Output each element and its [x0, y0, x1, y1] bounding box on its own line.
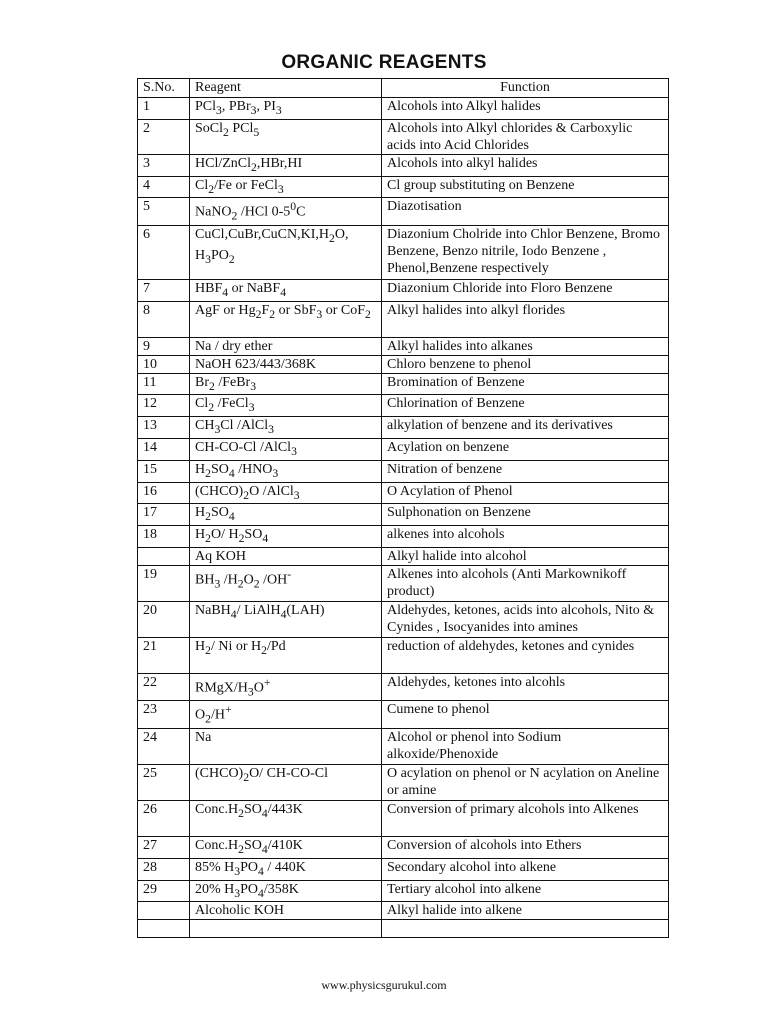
- table-row: [138, 548, 669, 566]
- reagent-cell: CH-CO-Cl /AlCl$_3$: [190, 439, 382, 461]
- sno-cell: 22: [138, 674, 190, 701]
- reagent-cell: $BH_3$ $/H_2O_2$ /OH-: [190, 566, 382, 602]
- table-row: [138, 504, 669, 526]
- function-cell: Nitration of benzene: [382, 460, 669, 482]
- sno-cell: 28: [138, 858, 190, 880]
- sno-cell: 1: [138, 98, 190, 120]
- table-row: [138, 880, 669, 902]
- page-title: ORGANIC REAGENTS: [281, 52, 487, 73]
- header-sno: S.No.: [138, 79, 190, 98]
- sno-cell: 20: [138, 602, 190, 638]
- reagent-cell: $H_2O/$ $H_2SO_4$: [190, 526, 382, 548]
- reagent-cell: HCl/ZnCl$_2$,HBr,HI: [190, 154, 382, 176]
- table-row: [138, 417, 669, 439]
- sno-cell: 25: [138, 764, 190, 800]
- sno-cell: 2: [138, 119, 190, 154]
- header-function: Function: [382, 79, 669, 98]
- function-cell: Bromination of Benzene: [382, 373, 669, 395]
- function-cell: Cl group substituting on Benzene: [382, 176, 669, 198]
- header-reagent: Reagent: [190, 79, 382, 98]
- sno-cell: 27: [138, 836, 190, 858]
- reagent-cell: $O_2/H^+$: [190, 701, 382, 728]
- sno-cell: 11: [138, 373, 190, 395]
- sno-cell: [138, 902, 190, 920]
- sno-cell: 13: [138, 417, 190, 439]
- function-cell: Sulphonation on Benzene: [382, 504, 669, 526]
- function-cell: Chloro benzene to phenol: [382, 355, 669, 373]
- function-cell: Cumene to phenol: [382, 701, 669, 728]
- sno-cell: 23: [138, 701, 190, 728]
- function-cell: alkenes into alcohols: [382, 526, 669, 548]
- sno-cell: 4: [138, 176, 190, 198]
- function-cell: alkylation of benzene and its derivatives: [382, 417, 669, 439]
- sno-cell: 9: [138, 337, 190, 355]
- function-cell: Aldehydes, ketones into alcohls: [382, 674, 669, 701]
- table-row: [138, 902, 669, 920]
- sno-cell: 6: [138, 225, 190, 279]
- function-cell: Diazotisation: [382, 198, 669, 225]
- reagent-cell: $CuCl,CuBr,CuCN,KI,H_2O$, $H_3PO_2$: [190, 225, 382, 279]
- table-row: [138, 701, 669, 728]
- empty-cell: [190, 920, 382, 938]
- table-row: [138, 439, 669, 461]
- table-row: [138, 602, 669, 638]
- table-row: [138, 198, 669, 225]
- table-row: [138, 176, 669, 198]
- function-cell: reduction of aldehydes, ketones and cynides: [382, 638, 669, 674]
- sno-cell: 21: [138, 638, 190, 674]
- table-row: [138, 395, 669, 417]
- function-cell: Secondary alcohol into alkene: [382, 858, 669, 880]
- reagent-cell: NaBH$_4$/ LiAlH$_4$(LAH): [190, 602, 382, 638]
- function-cell: Alcohols into Alkyl chlorides & Carboxylic acids into Acid Chlorides: [382, 119, 669, 154]
- sno-cell: 5: [138, 198, 190, 225]
- reagent-cell: PCl$_3$, PBr$_3$, $PI_3$: [190, 98, 382, 120]
- reagent-cell: 20% $H_3PO_4/358K$: [190, 880, 382, 902]
- function-cell: O acylation on phenol or N acylation on Aneline or amine: [382, 764, 669, 800]
- reagent-cell: Na: [190, 728, 382, 764]
- table-row: [138, 638, 669, 674]
- sno-cell: 10: [138, 355, 190, 373]
- reagent-cell: NaOH 623/443/368K: [190, 355, 382, 373]
- function-cell: Alcohols into Alkyl halides: [382, 98, 669, 120]
- function-cell: Alkyl halides into alkanes: [382, 337, 669, 355]
- sno-cell: 3: [138, 154, 190, 176]
- reagent-cell: 85% $H_3PO_4 / 440K$: [190, 858, 382, 880]
- function-cell: Alcohols into alkyl halides: [382, 154, 669, 176]
- reagent-cell: Aq KOH: [190, 548, 382, 566]
- footer-url: www.physicsgurukul.com: [321, 978, 447, 992]
- function-cell: Conversion of primary alcohols into Alkenes: [382, 800, 669, 836]
- function-cell: O Acylation of Phenol: [382, 482, 669, 504]
- table-row: [138, 119, 669, 154]
- reagent-cell: Na / dry ether: [190, 337, 382, 355]
- reagent-cell: $Conc.H_2SO_4/410K$: [190, 836, 382, 858]
- table-row: [138, 355, 669, 373]
- table-row-blank: [138, 920, 669, 938]
- reagent-cell: $CH_3Cl$ /AlCl$_3$: [190, 417, 382, 439]
- table-row: [138, 154, 669, 176]
- sno-cell: 24: [138, 728, 190, 764]
- reagent-cell: $H_2SO_4$: [190, 504, 382, 526]
- function-cell: Alkyl halide into alkene: [382, 902, 669, 920]
- sno-cell: 16: [138, 482, 190, 504]
- reagent-cell: RMgX/$H_3O^+$: [190, 674, 382, 701]
- sno-cell: 14: [138, 439, 190, 461]
- reagent-cell: $Conc.H_2SO_4/443K$: [190, 800, 382, 836]
- table-row: [138, 301, 669, 337]
- table-body: [138, 98, 669, 938]
- function-cell: Diazonium Chloride into Floro Benzene: [382, 279, 669, 301]
- table-row: [138, 566, 669, 602]
- empty-cell: [138, 920, 190, 938]
- reagent-cell: AgF or $Hg_2F_2$ or SbF$_3$ or CoF$_2$: [190, 301, 382, 337]
- table-row: [138, 482, 669, 504]
- table-row: [138, 526, 669, 548]
- table-row: [138, 728, 669, 764]
- sno-cell: 19: [138, 566, 190, 602]
- table-row: [138, 460, 669, 482]
- table-row: [138, 800, 669, 836]
- sno-cell: 26: [138, 800, 190, 836]
- reagent-cell: $(CHCO)_2O$ /AlCl$_3$: [190, 482, 382, 504]
- table-row: [138, 836, 669, 858]
- reagent-cell: $Cl_2/Fe$ or FeCl$_3$: [190, 176, 382, 198]
- reagent-cell: Alcoholic KOH: [190, 902, 382, 920]
- sno-cell: 12: [138, 395, 190, 417]
- function-cell: Conversion of alcohols into Ethers: [382, 836, 669, 858]
- function-cell: Acylation on benzene: [382, 439, 669, 461]
- function-cell: Alkyl halides into alkyl florides: [382, 301, 669, 337]
- reagent-cell: $Br_2$ /FeBr$_3$: [190, 373, 382, 395]
- reagent-cell: $(CHCO)_2O/$ CH-CO-Cl: [190, 764, 382, 800]
- table-row: [138, 674, 669, 701]
- sno-cell: 7: [138, 279, 190, 301]
- reagent-cell: $HBF_4$ or NaBF$_4$: [190, 279, 382, 301]
- sno-cell: 18: [138, 526, 190, 548]
- table-row: [138, 279, 669, 301]
- table-row: [138, 337, 669, 355]
- reagent-cell: $H_2SO_4$ $/HNO_3$: [190, 460, 382, 482]
- empty-cell: [382, 920, 669, 938]
- reagent-cell: $Cl_2$ /FeCl$_3$: [190, 395, 382, 417]
- function-cell: Alcohol or phenol into Sodium alkoxide/Phenoxide: [382, 728, 669, 764]
- function-cell: Alkyl halide into alcohol: [382, 548, 669, 566]
- table-header-row: [138, 79, 669, 98]
- sno-cell: [138, 548, 190, 566]
- function-cell: Alkenes into alcohols (Anti Markownikoff product): [382, 566, 669, 602]
- table-row: [138, 764, 669, 800]
- sno-cell: 15: [138, 460, 190, 482]
- function-cell: Chlorination of Benzene: [382, 395, 669, 417]
- reagent-cell: SoCl$_2$ PCl$_5$: [190, 119, 382, 154]
- sno-cell: 29: [138, 880, 190, 902]
- sno-cell: 17: [138, 504, 190, 526]
- table-row: [138, 98, 669, 120]
- function-cell: Tertiary alcohol into alkene: [382, 880, 669, 902]
- table-row: [138, 373, 669, 395]
- sno-cell: 8: [138, 301, 190, 337]
- table-row: [138, 225, 669, 279]
- function-cell: Diazonium Cholride into Chlor Benzene, Bromo Benzene, Benzo nitrile, Iodo Benzene , Phenol,Benzene respectively: [382, 225, 669, 279]
- function-cell: Aldehydes, ketones, acids into alcohols, Nito & Cynides , Isocyanides into amines: [382, 602, 669, 638]
- reagent-cell: NaNO$_2$ /HCl $0-5^0C$: [190, 198, 382, 225]
- reagent-cell: $H_2/$ Ni or $H_2/Pd$: [190, 638, 382, 674]
- reagents-table: [137, 78, 669, 938]
- table-row: [138, 858, 669, 880]
